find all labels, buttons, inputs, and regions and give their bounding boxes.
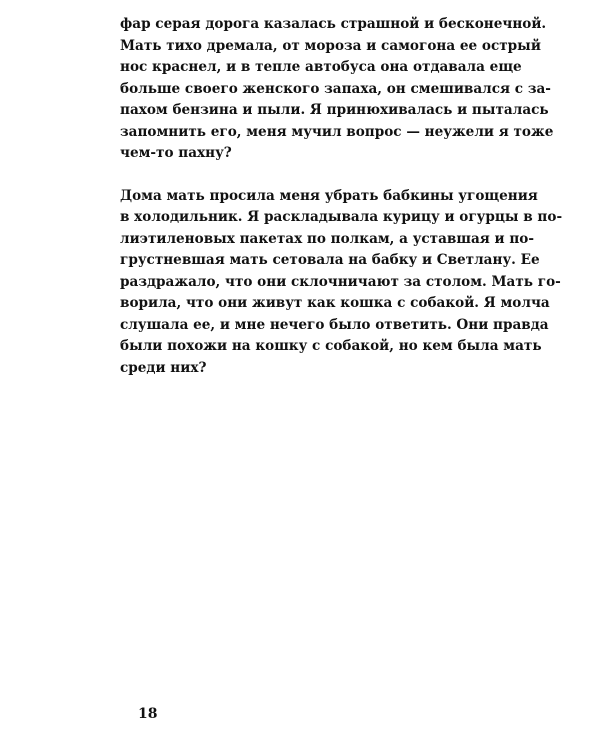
paragraph-spacer [120, 165, 496, 186]
text-line: Дома мать просила меня убрать бабкины угощения [120, 187, 538, 204]
text-line: раздражало, что они склочничают за столом. Мать го- [120, 273, 561, 290]
text-line: были похожи на кошку с собакой, но кем была мать [120, 338, 542, 354]
text-line: нос краснел, и в тепле автобуса она отдавала еще [120, 59, 522, 75]
paragraph-2 [120, 186, 563, 380]
text-line: фар серая дорога казалась страшной и бесконечной. [120, 16, 547, 32]
text-line: среди них? [120, 359, 207, 376]
text-line: чем-то пахну? [120, 145, 232, 161]
text-line: Мать тихо дремала, от мороза и самогона ее острый [120, 37, 541, 54]
text-line: больше своего женского запаха, он смешивался с за- [120, 80, 551, 97]
text-line: в холодильник. Я раскладывала курицу и огурцы в по- [120, 209, 563, 225]
paragraph-1 [120, 14, 554, 165]
text-line: слушала ее, и мне нечего было ответить. Они правда [120, 316, 549, 333]
text-line: пахом бензина и пыли. Я принюхивалась и пыталась [120, 102, 549, 118]
page-number: 18 [138, 706, 158, 722]
text-line: ворила, что они живут как кошка с собакой. Я молча [120, 295, 550, 311]
text-line: запомнить его, меня мучил вопрос — неужели я тоже [120, 123, 554, 140]
text-line: грустневшая мать сетовала на бабку и Светлану. Ее [120, 252, 540, 268]
body-text [120, 14, 563, 379]
text-line: лиэтиленовых пакетах по полкам, а уставшая и по- [120, 230, 535, 247]
